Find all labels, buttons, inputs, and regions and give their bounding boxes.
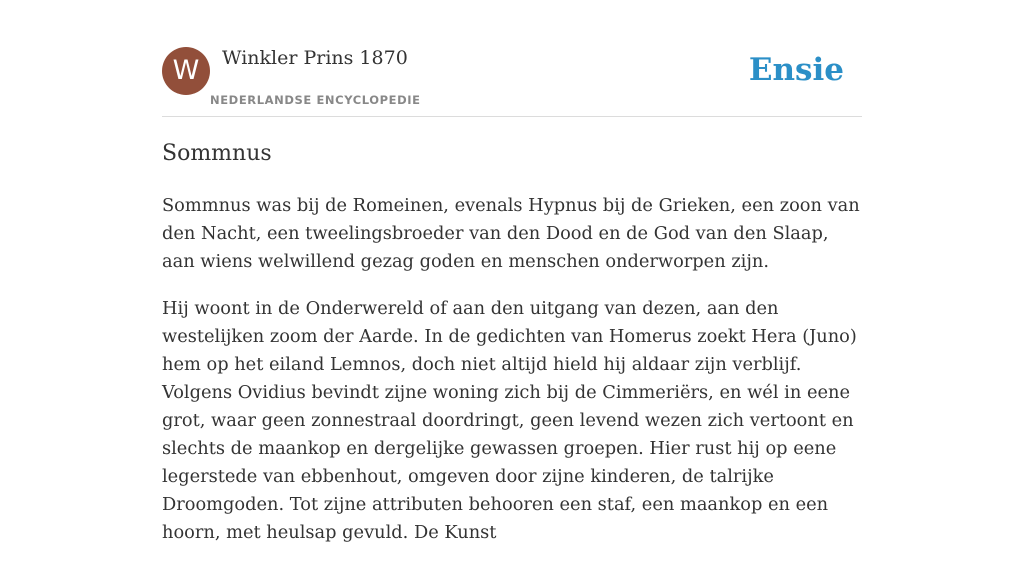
ensie-logo[interactable]: Ensie [748,52,844,88]
source-header [162,46,862,117]
article-paragraph-1: Sommnus was bij de Romeinen, evenals Hypnus bij de Grieken, een zoon van den Nacht, een tweelingsbroeder van den Dood en de God van den Slaap, aan wiens welwillend gezag goden en menschen onderworpen zijn. [162,195,860,272]
source-avatar[interactable]: W [162,47,210,95]
article-paragraph-2: Hij woont in de Onderwereld of aan den uitgang van dezen, aan den westelijken zoom der Aarde. In de gedichten van Homerus zoekt Hera (Juno) hem op het eiland Lemnos, doch niet altijd hield hij aldaar zijn verblijf. Volgens Ovidius bevindt zijne woning zich bij de Cimmeriërs, en wél in eene grot, waar geen zonnestraal doordringt, geen levend wezen zich vertoont en slechts de maankop en dergelijke gewassen groepen. Hier rust hij op eene legerstede van ebbenhout, omgeven door zijne kinderen, de talrijke Droomgoden. Tot zijne attributen behooren een staf, een maankop en een hoorn, met heulsap gevuld. De Kunst [162,298,857,543]
source-subtitle: NEDERLANDSE ENCYCLOPEDIE [210,93,421,107]
article-title: Sommnus [162,141,272,166]
article-body [162,192,862,566]
source-title[interactable]: Winkler Prins 1870 [222,47,408,69]
